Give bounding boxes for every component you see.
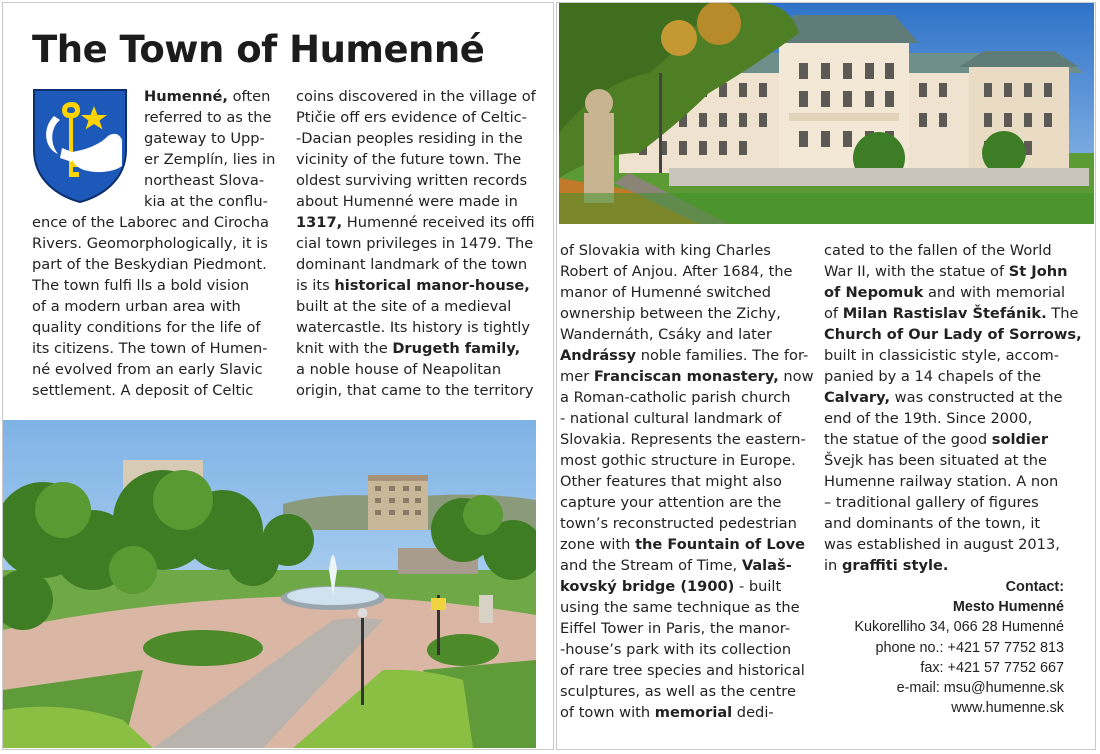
text-line: – traditional gallery of figures (824, 494, 1039, 511)
manor-house-photo (559, 3, 1094, 224)
bold-term: Franciscan monastery, (593, 368, 779, 385)
text-line: panied by a 14 chapels of the (824, 368, 1042, 385)
text-line: coins discovered in the village of (296, 88, 536, 105)
text-line: Eiffel Tower in Paris, the manor- (560, 620, 791, 637)
contact-heading: Contact: (1005, 579, 1064, 595)
text-line: manor of Humenné switched (560, 284, 772, 301)
text-line: gateway to Upp- (144, 130, 265, 147)
text-line: cial town privileges in 1479. The (296, 235, 534, 252)
text-line: War II, with the statue of St John (824, 263, 1068, 280)
bold-term: kovský bridge (1900) (560, 578, 735, 595)
contact-block (854, 577, 1064, 718)
text-line: - national cultural landmark of (560, 410, 782, 427)
text-line: using the same technique as the (560, 599, 800, 616)
text-line: in graffiti style. (824, 557, 949, 574)
text-line: Calvary, was constructed at the (824, 389, 1063, 406)
text-line: -Dacian peoples residing in the (296, 130, 523, 147)
bold-term: soldier (991, 431, 1049, 448)
bold-term: Drugeth family, (392, 340, 521, 357)
bold-term: memorial (654, 704, 733, 721)
text-line: of Milan Rastislav Štefánik. The (824, 305, 1079, 322)
text-line: dominant landmark of the town (296, 256, 528, 273)
text-line: most gothic structure in Europe. (560, 452, 796, 469)
text-line: quality conditions for the life of (32, 319, 261, 336)
text-line: Slovakia. Represents the eastern- (560, 431, 806, 448)
text-line: 1317, Humenné received its offi (296, 214, 535, 231)
text-line: and dominants of the town, it (824, 515, 1041, 532)
text-line: built in classicistic style, accom- (824, 347, 1060, 364)
text-line: its citizens. The town of Humen- (32, 340, 268, 357)
contact-address: Kukorelliho 34, 066 28 Humenné (854, 619, 1064, 636)
bold-term: Valaš- (741, 557, 792, 574)
contact-email[interactable]: e-mail: msu@humenne.sk (896, 679, 1064, 696)
text-line: ownership between the Zichy, (560, 305, 781, 322)
page-title: The Town of Humenné (32, 28, 485, 71)
text-line: sculptures, as well as the centre (560, 683, 796, 700)
text-line: of a modern urban area with (32, 298, 241, 315)
text-line: mer Franciscan monastery, now (560, 368, 814, 385)
text-line: a noble house of Neapolitan (296, 361, 502, 378)
text-column-3 (560, 240, 814, 723)
bold-term: Milan Rastislav Štefánik. (842, 305, 1047, 322)
text-line: kia at the conflu- (144, 193, 268, 210)
text-line: of town with memorial dedi- (560, 704, 774, 721)
text-line: and the Stream of Time, Valaš- (560, 557, 792, 574)
text-line: zone with the Fountain of Love (560, 536, 806, 553)
text-line: about Humenné were made in (296, 193, 518, 210)
text-line: Humenne railway station. A non (824, 473, 1059, 490)
text-line: The town fulfi lls a bold vision (32, 277, 250, 294)
text-column-4 (824, 240, 1082, 576)
text-column-1 (32, 86, 282, 401)
bold-term: the Fountain of Love (635, 536, 806, 553)
town-square-photo (3, 420, 536, 748)
text-line: end of the 19th. Since 2000, (824, 410, 1033, 427)
bold-term: of Nepomuk (824, 284, 924, 301)
text-line: kovský bridge (1900) - built (560, 578, 782, 595)
text-line: cated to the fallen of the World (824, 242, 1052, 259)
bold-term: Humenné, (144, 88, 228, 105)
text-line: built at the site of a medieval (296, 298, 512, 315)
bold-term: St John (1008, 263, 1068, 280)
contact-organization: Mesto Humenné (952, 599, 1064, 616)
contact-website[interactable]: www.humenne.sk (951, 700, 1064, 717)
text-line (824, 324, 1082, 345)
text-line: town’s reconstructed pedestrian (560, 515, 797, 532)
text-line: Švejk has been situated at the (824, 452, 1047, 469)
text-line: né evolved from an early Slavic (32, 361, 263, 378)
text-line: knit with the Drugeth family, (296, 340, 521, 357)
text-line: part of the Beskydian Piedmont. (32, 256, 267, 273)
text-line: was established in august 2013, (824, 536, 1060, 553)
text-line: vicinity of the future town. The (296, 151, 522, 168)
bold-term: graffiti style. (841, 557, 949, 574)
text-line: referred to as the (144, 109, 272, 126)
text-line: of Slovakia with king Charles (560, 242, 771, 259)
text-line: Other features that might also (560, 473, 782, 490)
text-line: Robert of Anjou. After 1684, the (560, 263, 793, 280)
bold-term: 1317, (296, 214, 343, 231)
text-line: watercastle. Its history is tightly (296, 319, 530, 336)
text-line: is its historical manor-house, (296, 277, 530, 294)
text-line: of rare tree species and historical (560, 662, 805, 679)
text-line: capture your attention are the (560, 494, 782, 511)
text-line: ence of the Laborec and Cirocha (32, 214, 269, 231)
text-line: Wandernáth, Csáky and later (560, 326, 772, 343)
text-column-2 (296, 86, 546, 401)
text-line: Ptičie off ers evidence of Celtic- (296, 109, 527, 126)
bold-term: Andrássy (560, 347, 637, 364)
text-line: origin, that came to the territory (296, 382, 534, 399)
text-line: of Nepomuk and with memorial (824, 284, 1066, 301)
bold-term: historical manor-house, (334, 277, 530, 294)
bold-term: Calvary, (824, 389, 891, 406)
bold-term: Church of Our Lady of Sorrows, (824, 326, 1082, 343)
text-line: the statue of the good soldier (824, 431, 1049, 448)
text-line: er Zemplín, lies in (144, 151, 276, 168)
text-line: Humenné, often (144, 88, 271, 105)
text-line: a Roman-catholic parish church (560, 389, 791, 406)
text-line: Rivers. Geomorphologically, it is (32, 235, 268, 252)
text-line: Andrássy noble families. The for- (560, 347, 809, 364)
contact-fax: fax: +421 57 7752 667 (920, 659, 1064, 676)
text-line: settlement. A deposit of Celtic (32, 382, 254, 399)
text-line: -house’s park with its collection (560, 641, 792, 658)
text-line: oldest surviving written records (296, 172, 528, 189)
contact-phone: phone no.: +421 57 7752 813 (875, 639, 1064, 656)
text-line: northeast Slova- (144, 172, 265, 189)
